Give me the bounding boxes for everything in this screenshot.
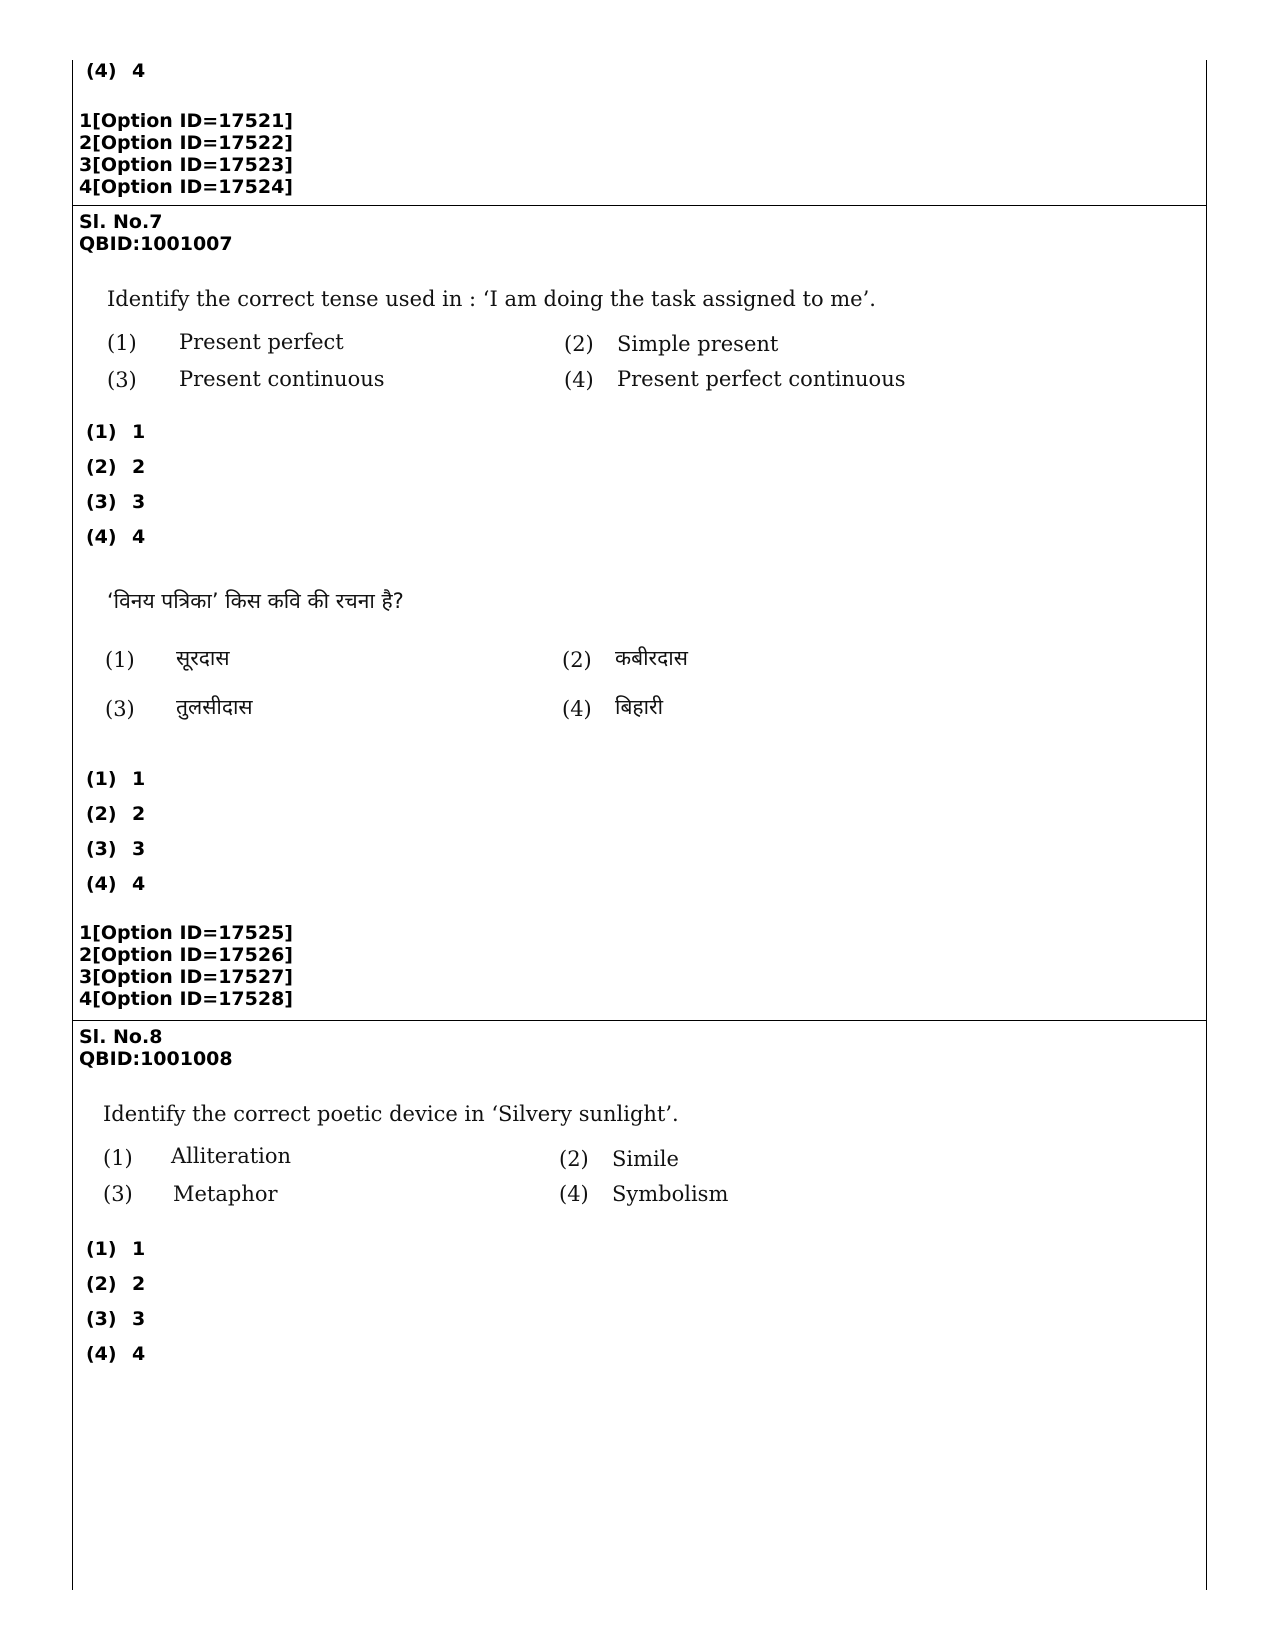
choice-text: सूरदास — [176, 646, 230, 670]
answer-option[interactable]: (4) 4 — [86, 1343, 146, 1365]
option-id: 3[Option ID=17527] — [79, 966, 293, 988]
divider — [72, 1020, 1207, 1021]
choice-text: Present perfect — [179, 330, 344, 354]
divider — [72, 205, 1207, 206]
choice-text: बिहारी — [615, 695, 664, 719]
serial-number: Sl. No.8 — [79, 1026, 163, 1048]
option-id: 3[Option ID=17523] — [79, 154, 293, 176]
choice-text: तुलसीदास — [176, 695, 253, 719]
answer-option[interactable]: (1) 1 — [86, 768, 146, 790]
hindi-question-text: ‘विनय पत्रिका’ किस कवि की रचना है? — [107, 589, 404, 613]
choice-number: (2) — [559, 1147, 589, 1171]
answer-option[interactable]: (4) 4 — [86, 873, 146, 895]
choice-number: (2) — [564, 332, 594, 356]
answer-option[interactable]: (3) 3 — [86, 491, 146, 513]
option-id: 4[Option ID=17528] — [79, 988, 293, 1010]
choice-number: (4) — [559, 1182, 589, 1206]
choice-number: (4) — [562, 697, 592, 721]
answer-option[interactable]: (1) 1 — [86, 1238, 146, 1260]
answer-option[interactable]: (3) 3 — [86, 1308, 146, 1330]
choice-text: Symbolism — [612, 1182, 729, 1206]
choice-number: (2) — [562, 648, 592, 672]
choice-number: (1) — [107, 331, 137, 355]
choice-text: Present perfect continuous — [617, 367, 906, 391]
answer-option[interactable]: (2) 2 — [86, 1273, 146, 1295]
question-text: Identify the correct poetic device in ‘Silvery sunlight’. — [103, 1102, 679, 1126]
choice-number: (1) — [105, 648, 135, 672]
choice-text: Simple present — [617, 332, 779, 356]
question-bank-id: QBID:1001007 — [79, 233, 233, 255]
choice-number: (1) — [103, 1146, 133, 1170]
question-text: Identify the correct tense used in : ‘I am doing the task assigned to me’. — [107, 287, 876, 311]
option-id: 2[Option ID=17522] — [79, 132, 293, 154]
choice-number: (3) — [107, 368, 137, 392]
choice-text: Alliteration — [171, 1144, 292, 1168]
answer-option[interactable]: (4) 4 — [86, 60, 146, 82]
option-id: 1[Option ID=17521] — [79, 110, 293, 132]
answer-option[interactable]: (4) 4 — [86, 526, 146, 548]
answer-option[interactable]: (2) 2 — [86, 456, 146, 478]
answer-option[interactable]: (3) 3 — [86, 838, 146, 860]
choice-text: Present continuous — [179, 367, 385, 391]
option-id: 2[Option ID=17526] — [79, 944, 293, 966]
choice-number: (4) — [564, 368, 594, 392]
answer-option[interactable]: (1) 1 — [86, 421, 146, 443]
option-id: 4[Option ID=17524] — [79, 176, 293, 198]
question-bank-id: QBID:1001008 — [79, 1048, 233, 1070]
choice-number: (3) — [105, 697, 135, 721]
answer-option[interactable]: (2) 2 — [86, 803, 146, 825]
option-id: 1[Option ID=17525] — [79, 922, 293, 944]
choice-number: (3) — [103, 1182, 133, 1206]
serial-number: Sl. No.7 — [79, 211, 163, 233]
choice-text: Simile — [612, 1147, 679, 1171]
choice-text: Metaphor — [173, 1182, 278, 1206]
choice-text: कबीरदास — [615, 646, 688, 670]
